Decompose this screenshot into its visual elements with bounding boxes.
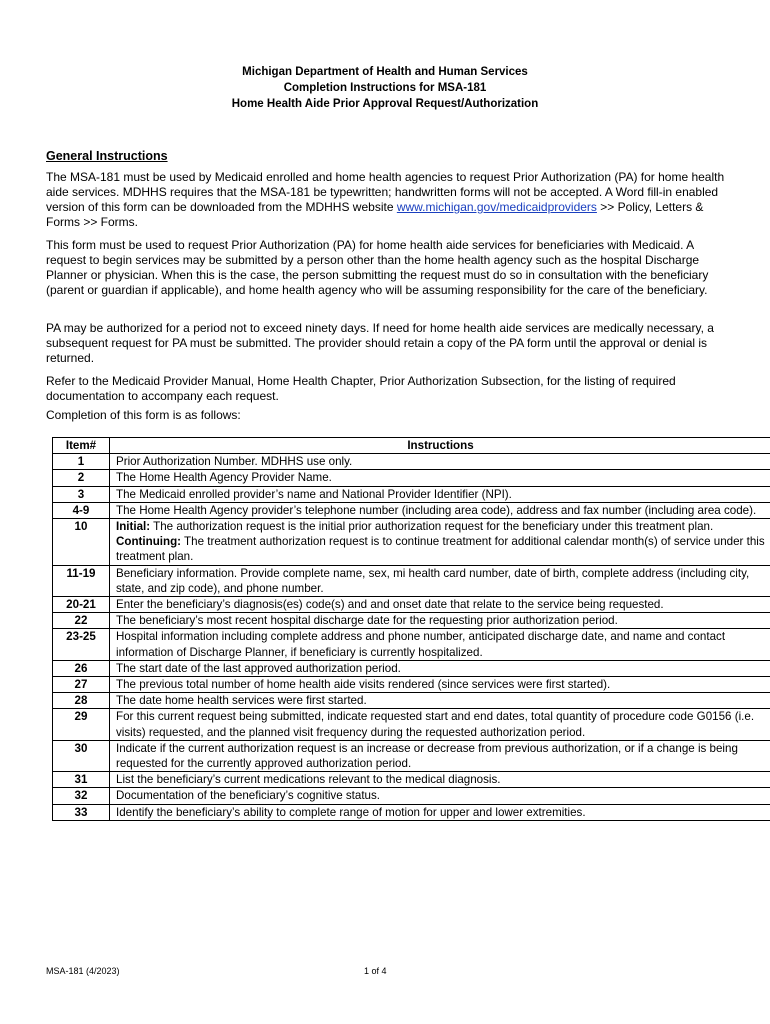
document-header	[0, 64, 770, 112]
item-number: 32	[53, 788, 110, 804]
item-instruction: The start date of the last approved authorization period.	[110, 660, 770, 676]
mdhhs-website-link[interactable]: www.michigan.gov/medicaidproviders	[396, 200, 597, 214]
item-number: 29	[53, 709, 110, 740]
column-header-item: Item#	[53, 438, 110, 454]
item-instruction: Prior Authorization Number. MDHHS use only.	[110, 454, 770, 470]
table-row	[53, 486, 770, 502]
instructions-table	[52, 437, 770, 821]
paragraph-purpose-text: The MSA-181 must be used by Medicaid enrolled and home health agencies to request Prior Authorization (PA) for home health aide services. MDHHS requires that the MSA-181 be typewritten; handwritten forms will not be accepted. A Word fill-in enabled version of this form can be downloaded from the MDHHS website	[46, 170, 725, 214]
table-row	[53, 519, 770, 566]
item-instruction: Indicate if the current authorization request is an increase or decrease from previous authorization, or if a change is being requested for the currently approved authorization period.	[110, 740, 770, 771]
item-number: 27	[53, 677, 110, 693]
item-instruction: Beneficiary information. Provide complete name, sex, mi health card number, date of birth, complete address (including city, state, and zip code), and phone number.	[110, 565, 770, 596]
column-header-instructions: Instructions	[110, 438, 770, 454]
continuing-request-instruction	[116, 534, 768, 564]
item-instruction: The beneficiary’s most recent hospital discharge date for the requesting prior authorization period.	[110, 613, 770, 629]
item-instruction	[110, 519, 770, 566]
item-instruction: The Home Health Agency Provider Name.	[110, 470, 770, 486]
table-row	[53, 565, 770, 596]
item-instruction: For this current request being submitted, indicate requested start and end dates, total quantity of procedure code G0156 (i.e. visits) requested, and the planned visit frequency during the requested authorization period.	[110, 709, 770, 740]
item-number: 28	[53, 693, 110, 709]
item-number: 30	[53, 740, 110, 771]
table-row	[53, 502, 770, 518]
table-row	[53, 677, 770, 693]
item-instruction: List the beneficiary’s current medications relevant to the medical diagnosis.	[110, 772, 770, 788]
table-row	[53, 740, 770, 771]
header-form-title: Completion Instructions for MSA-181	[283, 82, 487, 94]
item-instruction: The previous total number of home health aide visits rendered (since services were first started).	[110, 677, 770, 693]
item-number: 3	[53, 486, 110, 502]
table-row	[53, 693, 770, 709]
header-agency: Michigan Department of Health and Human Services	[242, 66, 528, 78]
table-row	[53, 597, 770, 613]
initial-request-instruction	[116, 519, 768, 534]
paragraph-authorization-period: PA may be authorized for a period not to exceed ninety days. If need for home health aide services are medically necessary, a subsequent request for PA must be submitted. The provider should retain a copy of the PA form until the approval or denial is returned.	[46, 321, 714, 365]
initial-text: The authorization request is the initial prior authorization request for the beneficiary under this treatment plan.	[150, 520, 714, 534]
table-row	[53, 772, 770, 788]
paragraph-provider-manual: Refer to the Medicaid Provider Manual, Home Health Chapter, Prior Authorization Subsection, for the listing of required documentation to accompany each request.	[46, 374, 676, 403]
paragraph-completion: Completion of this form is as follows:	[46, 408, 241, 422]
paragraph-form-use: This form must be used to request Prior Authorization (PA) for home health aide services for beneficiaries with Medicaid. A request to begin services may be submitted by a person other than the home health agency such as the hospital Discharge Planner or physician. When this is the case, the person submitting the request must do so in consultation with the beneficiary (parent or guardian if applicable), and home health agency who will be assuming responsibility for the care of the beneficiary.	[46, 238, 709, 297]
paragraph-purpose-path: >> Policy, Letters & Forms >> Forms.	[46, 200, 704, 229]
item-number: 31	[53, 772, 110, 788]
table-row	[53, 629, 770, 660]
item-instruction: Enter the beneficiary’s diagnosis(es) code(s) and and onset date that relate to the service being requested.	[110, 597, 770, 613]
footer-page-number: 1 of 4	[364, 966, 387, 976]
item-number: 11-19	[53, 565, 110, 596]
item-number: 2	[53, 470, 110, 486]
item-instruction: The date home health services were first started.	[110, 693, 770, 709]
item-instruction: The Home Health Agency provider’s telephone number (including area code), address and fax number (including area code).	[110, 502, 770, 518]
table-row	[53, 660, 770, 676]
item-instruction: Documentation of the beneficiary’s cognitive status.	[110, 788, 770, 804]
section-title-general: General Instructions	[46, 149, 168, 163]
item-number: 26	[53, 660, 110, 676]
item-number: 22	[53, 613, 110, 629]
item-number: 23-25	[53, 629, 110, 660]
item-number: 4-9	[53, 502, 110, 518]
footer-form-id: MSA-181 (4/2023)	[46, 966, 120, 976]
item-instruction: The Medicaid enrolled provider’s name and National Provider Identifier (NPI).	[110, 486, 770, 502]
initial-label: Initial:	[116, 520, 151, 534]
table-row	[53, 788, 770, 804]
paragraph-purpose	[46, 170, 736, 230]
item-number: 1	[53, 454, 110, 470]
table-row	[53, 709, 770, 740]
table-row	[53, 470, 770, 486]
item-instruction: Identify the beneficiary’s ability to complete range of motion for upper and lower extremities.	[110, 804, 770, 820]
continuing-text: The treatment authorization request is to continue treatment for additional calendar month(s) of service under this treatment plan.	[116, 535, 765, 564]
continuing-label: Continuing:	[116, 535, 182, 549]
table-header-row	[53, 438, 770, 454]
header-form-subtitle: Home Health Aide Prior Approval Request/Authorization	[231, 98, 539, 110]
table-row	[53, 804, 770, 820]
table-row	[53, 454, 770, 470]
item-instruction: Hospital information including complete address and phone number, anticipated discharge date, and name and contact information of Discharge Planner, if beneficiary is currently hospitalized.	[110, 629, 770, 660]
item-number: 20-21	[53, 597, 110, 613]
item-number: 10	[53, 519, 110, 566]
table-row	[53, 613, 770, 629]
item-number: 33	[53, 804, 110, 820]
